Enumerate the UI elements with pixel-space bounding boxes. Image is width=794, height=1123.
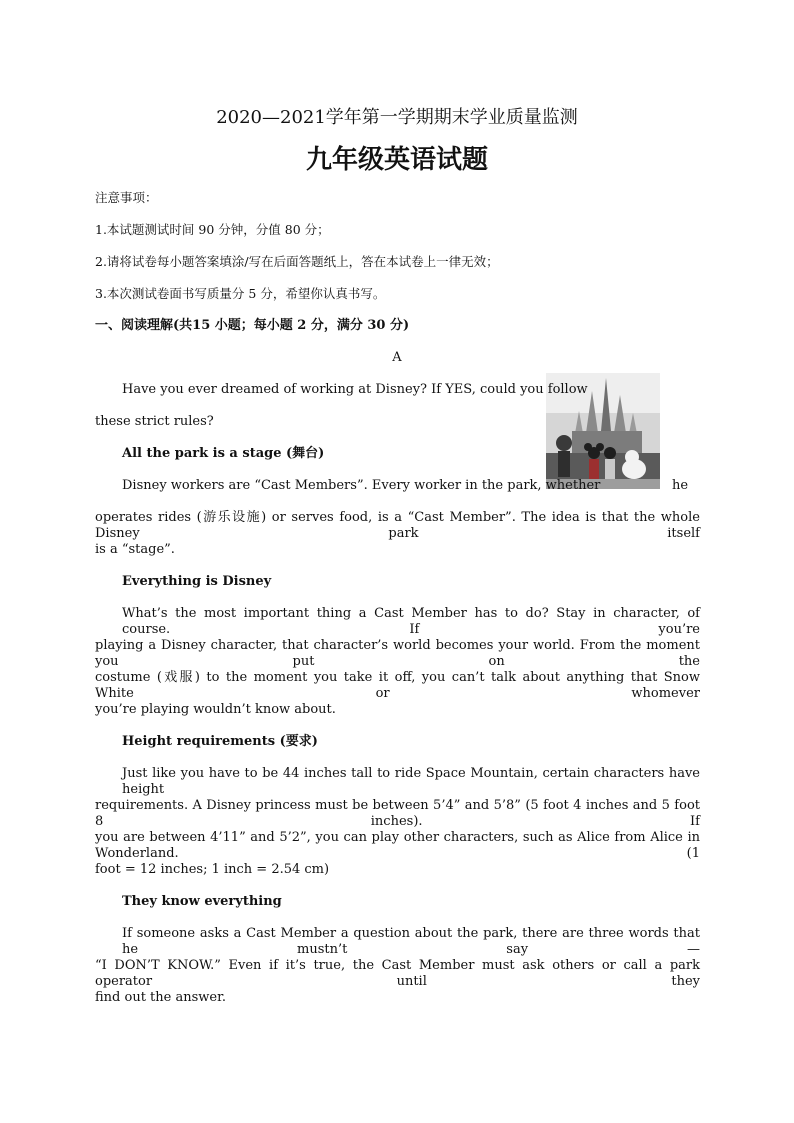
intro-line: Have you ever dreamed of working at Disney? If YES, could you follow <box>122 382 588 397</box>
passage-label: A <box>392 350 402 365</box>
paragraph-line: costume (戏服) to the moment you take it off, you can’t talk about anything that Snow White or whomever <box>95 670 700 701</box>
subheading: Height requirements (要求) <box>122 734 318 749</box>
subheading: Everything is Disney <box>122 574 272 589</box>
paragraph-line: is a “stage”. <box>95 542 175 557</box>
paragraph-line: If someone asks a Cast Member a question about the park, there are three words that he mustn’t say — <box>122 926 700 957</box>
paragraph-line: Just like you have to be 44 inches tall to ride Space Mountain, certain characters have height <box>122 766 700 797</box>
note-item: 2.请将试卷每小题答案填涂/写在后面答题纸上，答在本试卷上一律无效； <box>95 254 499 269</box>
paragraph-line: find out the answer. <box>95 990 227 1005</box>
paragraph-line: playing a Disney character, that character’s world becomes your world. From the moment you put on the <box>95 638 700 669</box>
paragraph-line: “I DON’T KNOW.” Even if it’s true, the Cast Member must ask others or call a park operator until they <box>95 958 700 989</box>
subheading: All the park is a stage (舞台) <box>122 446 325 461</box>
paragraph-line: foot = 12 inches; 1 inch = 2.54 cm) <box>95 862 330 877</box>
paragraph-line: What’s the most important thing a Cast Member has to do? Stay in character, of course. If you’re <box>122 606 700 637</box>
paragraph-line: Disney workers are “Cast Members”. Every worker in the park, whether <box>122 478 601 493</box>
exam-term-title: 2020—2021学年第一学期期末学业质量监测 <box>216 107 578 128</box>
section-heading: 一、阅读理解(共15 小题；每小题 2 分，满分 30 分) <box>95 318 410 333</box>
intro-line: these strict rules? <box>95 414 214 429</box>
note-item: 3.本次测试卷面书写质量分 5 分，希望你认真书写。 <box>95 286 386 301</box>
subheading: They know everything <box>122 894 282 909</box>
exam-subject-title: 九年级英语试题 <box>305 145 488 175</box>
paragraph-line: he <box>672 478 689 493</box>
paragraph-line: operates rides (游乐设施) or serves food, is a “Cast Member”. The idea is that the whole Disney park itself <box>95 510 700 541</box>
notes-heading: 注意事项： <box>95 190 158 205</box>
paragraph-line: you’re playing wouldn’t know about. <box>95 702 336 717</box>
paragraph-line: you are between 4’11” and 5’2”, you can play other characters, such as Alice from Alice in Wonderland. (1 <box>95 830 700 861</box>
note-item: 1.本试题测试时间 90 分钟，分值 80 分； <box>95 222 330 237</box>
paragraph-line: requirements. A Disney princess must be between 5’4” and 5’8” (5 foot 4 inches and 5 foot 8 inches). If <box>95 798 700 829</box>
